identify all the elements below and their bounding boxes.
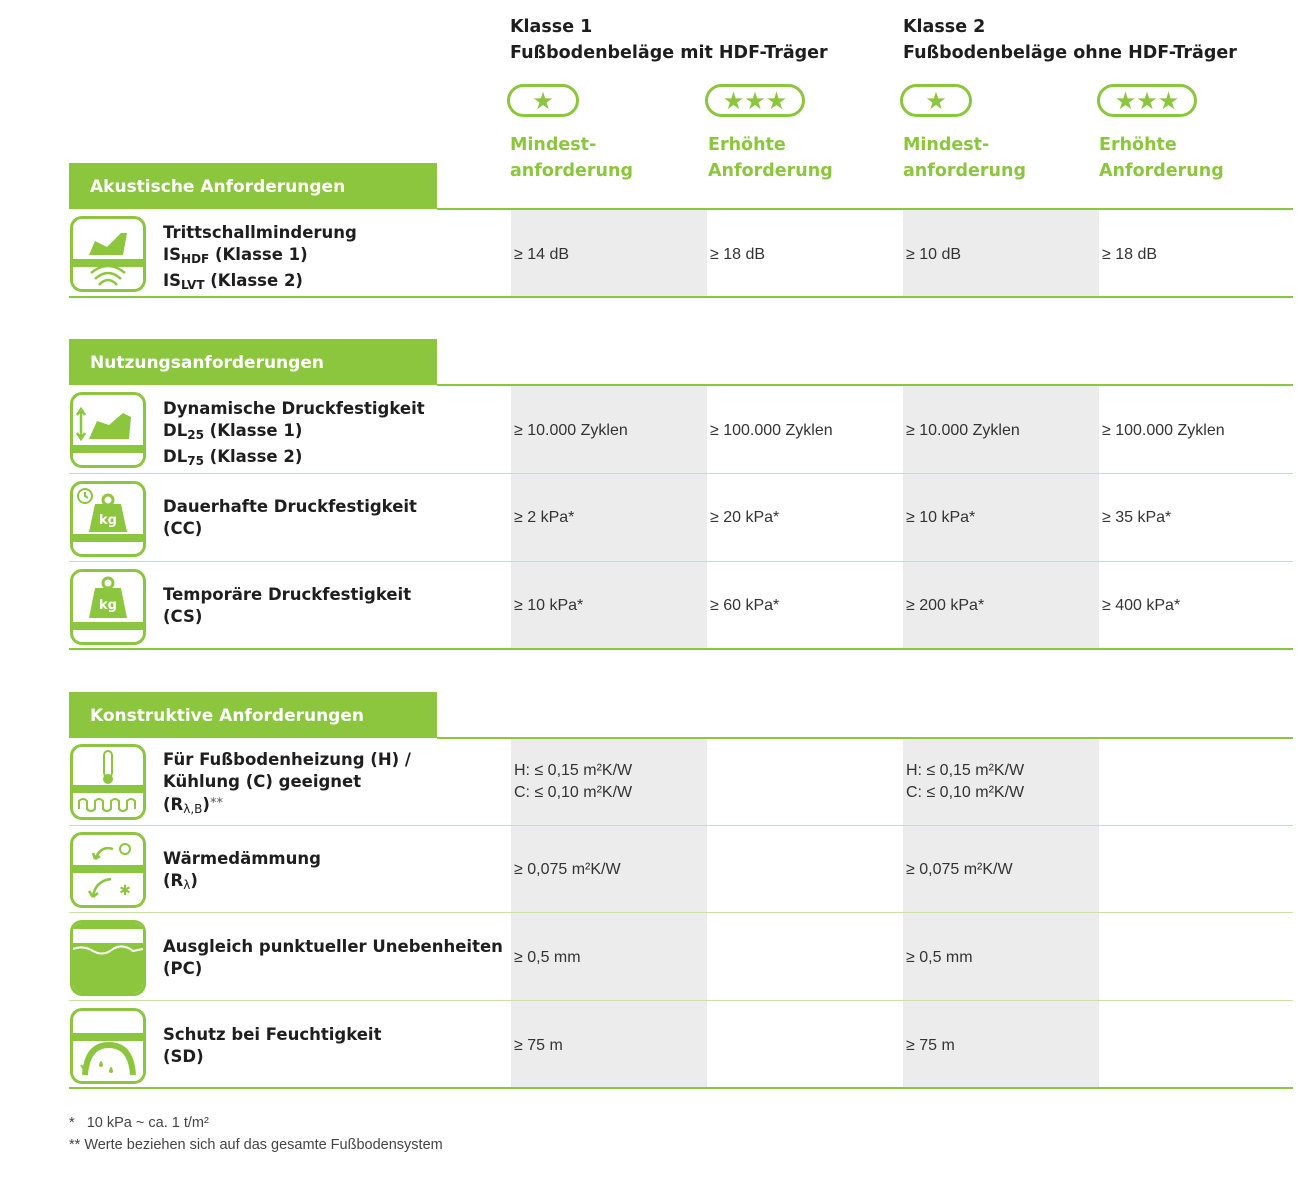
- label-line: $DL_{75}$ (Klasse 2): [163, 447, 303, 468]
- star-icon: ★: [925, 86, 947, 115]
- row-divider: [69, 473, 1293, 474]
- value-cell: ≥ 0,075 m²K/W: [906, 861, 1013, 878]
- kg-label: kg: [99, 513, 117, 528]
- three-star-badge: [1097, 84, 1197, 117]
- value-cell: ≥ 2 kPa*: [514, 509, 575, 526]
- klasse1-title: Klasse 1: [510, 17, 593, 37]
- klasse2-subtitle: Fußbodenbeläge ohne HDF-Träger: [903, 43, 1237, 63]
- row-label-dauerhaft: Dauerhafte Druckfestigkeit (CC): [163, 497, 417, 538]
- section-header-akustik: Akustische Anforderungen: [69, 163, 437, 209]
- klasse1-subtitle: Fußbodenbeläge mit HDF-Träger: [510, 43, 828, 63]
- row-divider: [69, 648, 1293, 650]
- section-line: [437, 384, 1293, 386]
- label-line: $(R_{\lambda,B})**$: [163, 795, 223, 816]
- weight-icon: [70, 569, 146, 645]
- value-cell: ≥ 18 dB: [710, 246, 766, 263]
- kg-label: kg: [99, 598, 117, 613]
- svg-text:✱: ✱: [119, 883, 131, 899]
- klasse1-heading: [510, 14, 828, 66]
- value-cell: ≥ 10 kPa*: [906, 509, 976, 526]
- value-cell: ≥ 0,075 m²K/W: [514, 861, 621, 878]
- klasse2-title: Klasse 2: [903, 17, 986, 37]
- level-min-k1: Mindest- anforderung: [510, 135, 634, 181]
- unevenness-icon: [70, 920, 146, 996]
- insulation-icon: [70, 832, 146, 908]
- star-icon: ★: [532, 86, 554, 115]
- shoe-pressure-icon: [70, 392, 146, 468]
- one-star-badge: [507, 84, 579, 117]
- klasse2-heading: [903, 14, 1237, 66]
- row-label-ausgleich: Ausgleich punktueller Unebenheiten (PC): [163, 937, 503, 978]
- row-label-temporaer: Temporäre Druckfestigkeit (CS): [163, 585, 412, 626]
- value-cell: ≥ 10 dB: [906, 246, 962, 263]
- value-cell: ≥ 75 m: [514, 1037, 563, 1054]
- value-cell: ≥ 10.000 Zyklen: [514, 422, 628, 439]
- value-cell: ≥ 60 kPa*: [710, 597, 780, 614]
- row-divider: [69, 1087, 1293, 1089]
- level-min-k2: Mindest- anforderung: [903, 135, 1027, 181]
- value-cell: ≥ 100.000 Zyklen: [1102, 422, 1225, 439]
- value-cell: ≥ 18 dB: [1102, 246, 1158, 263]
- row-label-dynamisch: Dynamische Druckfestigkeit $DL_{25}$ (Klasse 1) $DL_{75}$ (Klasse 2): [163, 398, 425, 472]
- level-max-k2: Erhöhte Anforderung: [1099, 135, 1224, 181]
- row-label-trittschall: Trittschallminderung $IS_{HDF}$ (Klasse 1) $IS_{LVT}$ (Klasse 2): [163, 222, 357, 296]
- value-cell: ≥ 200 kPa*: [906, 597, 985, 614]
- star-icon: ★: [744, 86, 766, 115]
- section-header-nutzung: Nutzungsanforderungen: [69, 339, 437, 385]
- section-header-konstruktiv: Konstruktive Anforderungen: [69, 692, 437, 738]
- label-line: $IS_{LVT}$ (Klasse 2): [163, 271, 303, 292]
- row-divider: [69, 296, 1293, 298]
- value-cell: ≥ 400 kPa*: [1102, 597, 1181, 614]
- star-icon: ★: [1157, 86, 1180, 115]
- value-cell: ≥ 14 dB: [514, 246, 570, 263]
- row-divider: [69, 912, 1293, 913]
- one-star-badge: [900, 84, 972, 117]
- row-label-feuchtigkeit: Schutz bei Feuchtigkeit (SD): [163, 1025, 382, 1066]
- star-icon: ★: [1114, 86, 1137, 115]
- value-cell: H: ≤ 0,15 m²K/W C: ≤ 0,10 m²K/W: [906, 762, 1025, 801]
- value-cell: ≥ 10 kPa*: [514, 597, 584, 614]
- shoe-sound-icon: [70, 216, 146, 292]
- row-divider: [69, 561, 1293, 562]
- floor-heating-icon: [70, 744, 146, 820]
- value-cell: ≥ 75 m: [906, 1037, 955, 1054]
- row-label-fussbodenheizung: Für Fußbodenheizung (H) / Kühlung (C) geeignet $(R_{\lambda,B})**$: [163, 749, 411, 820]
- section-line: [437, 737, 1293, 739]
- moisture-icon: [70, 1008, 146, 1084]
- value-cell: ≥ 100.000 Zyklen: [710, 422, 833, 439]
- label-line: $(R_\lambda)$: [163, 871, 198, 892]
- section-line: [437, 208, 1293, 210]
- label-line: $IS_{HDF}$ (Klasse 1): [163, 245, 308, 266]
- weight-clock-icon: [70, 481, 146, 557]
- row-divider: [69, 1000, 1293, 1001]
- value-cell: ≥ 35 kPa*: [1102, 509, 1172, 526]
- value-cell: ≥ 0,5 mm: [906, 949, 973, 966]
- value-cell: ≥ 10.000 Zyklen: [906, 422, 1020, 439]
- star-icon: ★: [1136, 86, 1158, 115]
- three-star-badge: [705, 84, 805, 117]
- row-divider: [69, 825, 1293, 826]
- level-max-k1: Erhöhte Anforderung: [708, 135, 833, 181]
- star-icon: ★: [722, 86, 745, 115]
- footnote-1: * 10 kPa ~ ca. 1 t/m²: [69, 1115, 209, 1131]
- star-icon: ★: [765, 86, 788, 115]
- row-label-waermedaemmung: Wärmedämmung $(R_\lambda)$: [163, 848, 321, 896]
- value-cell: ≥ 20 kPa*: [710, 509, 780, 526]
- value-cell: H: ≤ 0,15 m²K/W C: ≤ 0,10 m²K/W: [514, 762, 633, 801]
- label-line: $DL_{25}$ (Klasse 1): [163, 421, 303, 442]
- value-cell: ≥ 0,5 mm: [514, 949, 581, 966]
- footnote-2: ** Werte beziehen sich auf das gesamte Fußbodensystem: [69, 1137, 443, 1153]
